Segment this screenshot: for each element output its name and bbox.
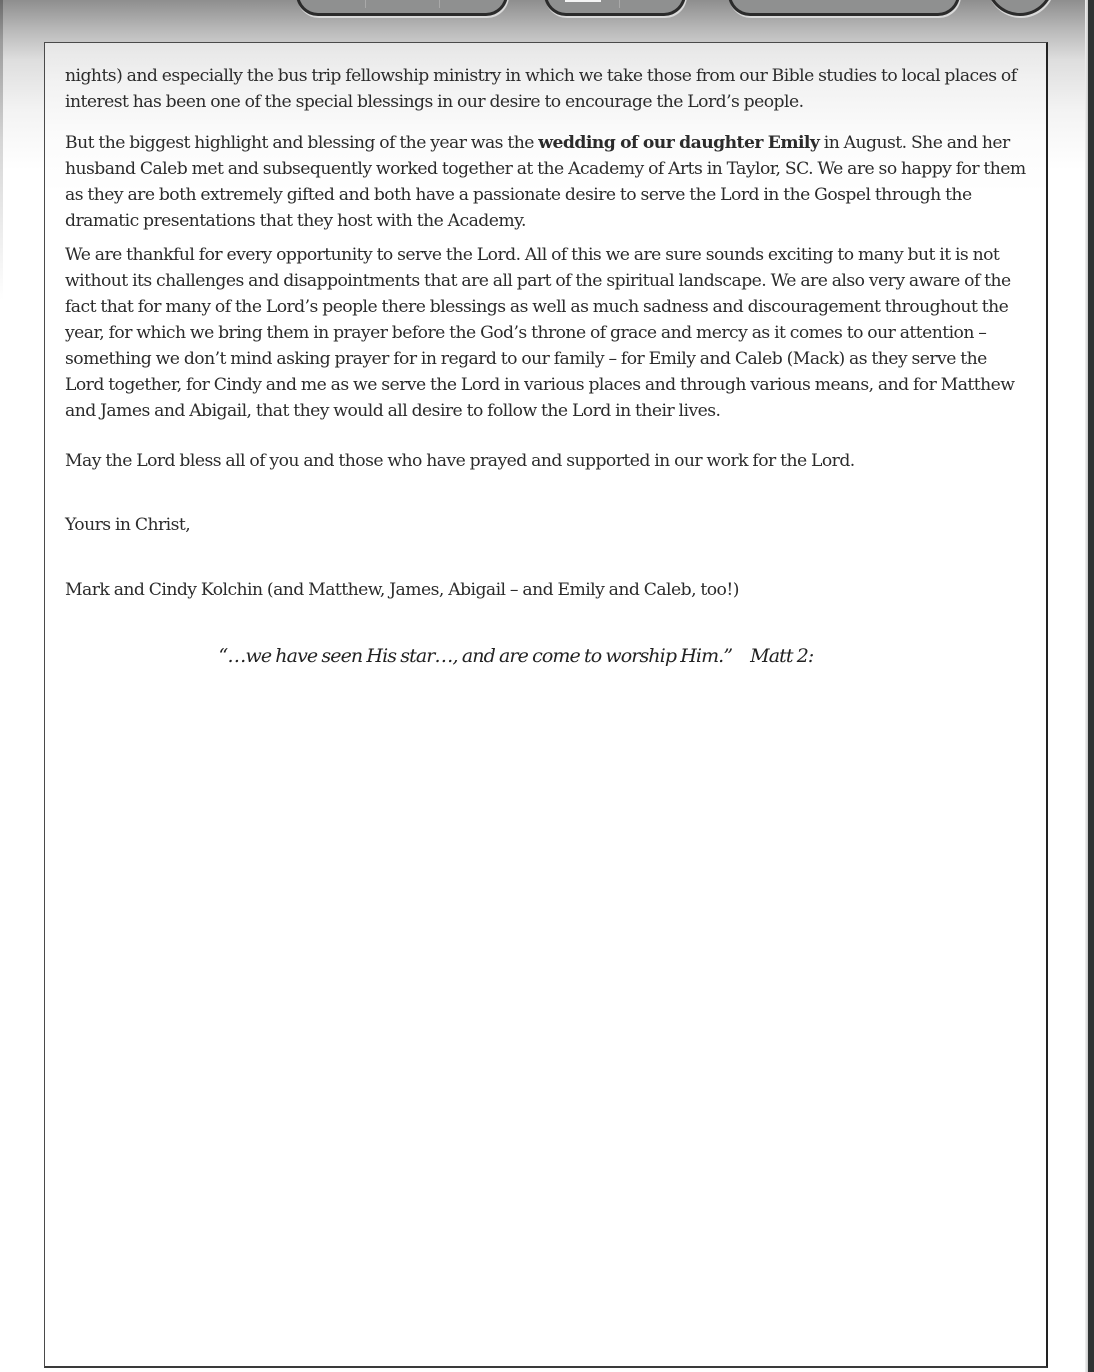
scripture-quote <box>65 643 1027 669</box>
wedding-highlight: wedding of our daughter Emily <box>538 133 820 153</box>
wedding-text-start: But the biggest highlight and blessing of the year was the <box>65 133 539 153</box>
toolbar-tab-4[interactable] <box>986 0 1054 16</box>
tab-divider <box>365 0 366 8</box>
toolbar-tab-3[interactable] <box>728 0 960 16</box>
toolbar-tab-2[interactable] <box>544 0 686 16</box>
paragraph-thankful: We are thankful for every opportunity to serve the Lord. All of this we are sure sounds exciting to many but it is not without its challenges and disappointments that are all part of the spiritual landscape. We are also very aware of the fact that for many of the Lord’s people there blessings as well as much sadness and discouragement throughout the year, for which we bring them in prayer before the God’s throne of grace and mercy as it comes to our attention – something we don’t mind asking prayer for in regard to our family – for Emily and Caleb (Mack) as they serve the Lord together, for Cindy and me as we serve the Lord in various places and through various means, and for Matthew and James and Abigail, that they would all desire to follow the Lord in their lives. <box>65 245 1015 421</box>
document-content <box>65 63 1027 669</box>
tab-divider <box>439 0 440 8</box>
paragraph-bus-trip: nights) and especially the bus trip fellowship ministry in which we take those from our Bible studies to local places of interest has been one of the special blessings in our desire to encourage the Lord’s people. <box>65 66 1017 112</box>
paragraph-wedding <box>65 130 1027 234</box>
document-page <box>44 42 1048 1368</box>
quote-text: “…we have seen His star…, and are come to worship Him.” <box>218 645 733 667</box>
signature: Mark and Cindy Kolchin (and Matthew, James, Abigail – and Emily and Caleb, too!) <box>65 580 739 600</box>
toolbar-tab-1[interactable] <box>296 0 508 16</box>
window-left-edge <box>0 0 3 1372</box>
paragraph-blessing: May the Lord bless all of you and those who have prayed and supported in our work for the Lord. <box>65 451 855 471</box>
quote-reference: Matt 2: <box>750 645 814 667</box>
closing-salutation: Yours in Christ, <box>65 515 191 535</box>
tab-indicator <box>565 0 601 2</box>
tab-divider <box>619 0 620 8</box>
window-right-edge <box>1088 0 1094 1372</box>
wedding-text-end: in August. She and her husband Caleb met and subsequently worked together at the Academy of Arts in Taylor, SC. We are so happy for them as they are both extremely gifted and both have a passionate desire to serve the Lord in the Gospel through the dramatic presentations that they host with the Academy. <box>65 133 1026 231</box>
